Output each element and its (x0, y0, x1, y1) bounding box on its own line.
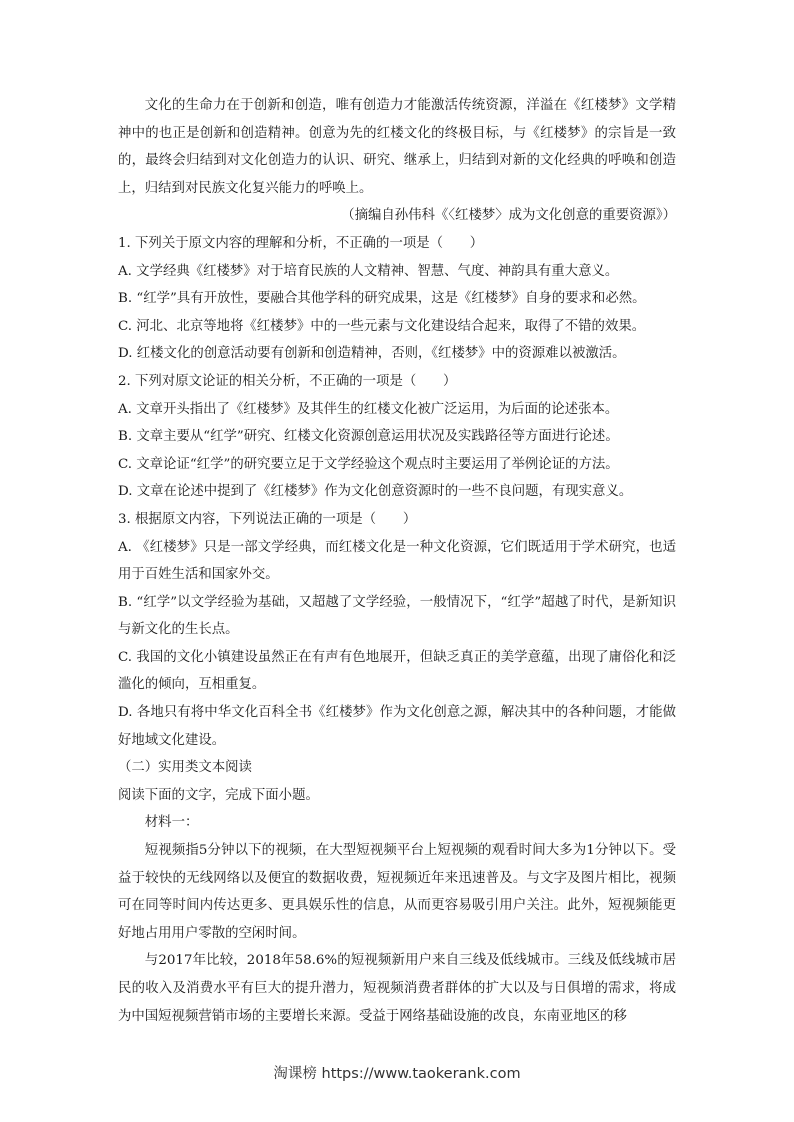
material-paragraph-2: 与2017年比较，2018年58.6%的短视频新用户来自三线及低线城市。三线及低线城市居民的收入及消费水平有巨大的提升潜力，短视频消费者群体的扩大以及与日俱增的需求，将成为中国短视频营销市场的主要增长来源。受益于网络基础设施的改良，东南亚地区的移 (118, 953, 676, 1024)
question-1-option-c: C. 河北、北京等地将《红楼梦》中的一些元素与文化建设结合起来，取得了不错的效果。 (118, 318, 646, 334)
question-2-option-b: B. 文章主要从“红学”研究、红楼文化资源创意运用状况及实践路径等方面进行论述。 (118, 429, 619, 445)
question-3-option-b: B. “红学”以文学经验为基础，又超越了文学经验，一般情况下，“红学”超越了时代，是新知识与新文化的生长点。 (118, 594, 676, 638)
question-3-option-d: D. 各地只有将中华文化百科全书《红楼梦》作为文化创意之源，解决其中的各种问题，才能做好地域文化建设。 (118, 705, 676, 748)
question-3-option-c: C. 我国的文化小镇建设虽然正在有声有色地展开，但缺乏真正的美学意蕴，出现了庸俗化和泛滥化的倾向，互相重复。 (118, 649, 676, 693)
question-2-option-c: C. 文章论证“红学”的研究要立足于文学经验这个观点时主要运用了举例论证的方法。 (118, 456, 619, 472)
document-body (118, 92, 676, 1030)
section-heading: （二）实用类文本阅读 (118, 760, 252, 776)
source-citation: （摘编自孙伟科《〈红楼梦〉成为文化创意的重要资源》） (341, 208, 676, 224)
footer-watermark: 淘课榜 https://www.taokerank.com (273, 1066, 521, 1082)
intro-paragraph: 文化的生命力在于创新和创造，唯有创造力才能激活传统资源，洋溢在《红楼梦》文学精神中的也正是创新和创造精神。创意为先的红楼文化的终极目标，与《红楼梦》的宗旨是一致的，最终会归结到对文化创造力的认识、研究、继承上，归结到对新的文化经典的呼唤和创造上，归结到对民族文化复兴能力的呼唤上。 (118, 98, 676, 196)
question-1-option-a: A. 文学经典《红楼梦》对于培育民族的人文精神、智慧、气度、神韵具有重大意义。 (118, 263, 619, 279)
question-2-option-d: D. 文章在论述中提到了《红楼梦》作为文化创意资源时的一些不良问题，有现实意义。 (118, 484, 633, 500)
material-paragraph-1: 短视频指5分钟以下的视频，在大型短视频平台上短视频的观看时间大多为1分钟以下。受益于较快的无线网络以及便宜的数据收费，短视频近年来迅速普及。与文字及图片相比，视频可在同等时间内传达更多、更具娱乐性的信息，从而更容易吸引用户关注。此外，短视频能更好地占用用户零散的空闲时间。 (118, 843, 676, 941)
question-2-stem: 2. 下列对原文论证的相关分析，不正确的一项是（ ） (118, 373, 457, 389)
question-1-option-d: D. 红楼文化的创意活动要有创新和创造精神，否则，《红楼梦》中的资源难以被激活。 (118, 346, 626, 362)
question-1-option-b: B. “红学”具有开放性，要融合其他学科的研究成果，这是《红楼梦》自身的要求和必然。 (118, 291, 646, 307)
instruction-text: 阅读下面的文字，完成下面小题。 (118, 787, 319, 803)
question-3-stem: 3. 根据原文内容，下列说法正确的一项是（ ） (118, 511, 417, 527)
question-3-option-a: A. 《红楼梦》只是一部文学经典，而红楼文化是一种文化资源，它们既适用于学术研究，也适用于百姓生活和国家外交。 (118, 539, 676, 583)
question-2-option-a: A. 文章开头指出了《红楼梦》及其伴生的红楼文化被广泛运用，为后面的论述张本。 (118, 401, 619, 417)
question-1-stem: 1. 下列关于原文内容的理解和分析，不正确的一项是（ ） (118, 235, 484, 251)
material-label: 材料一： (144, 815, 199, 831)
